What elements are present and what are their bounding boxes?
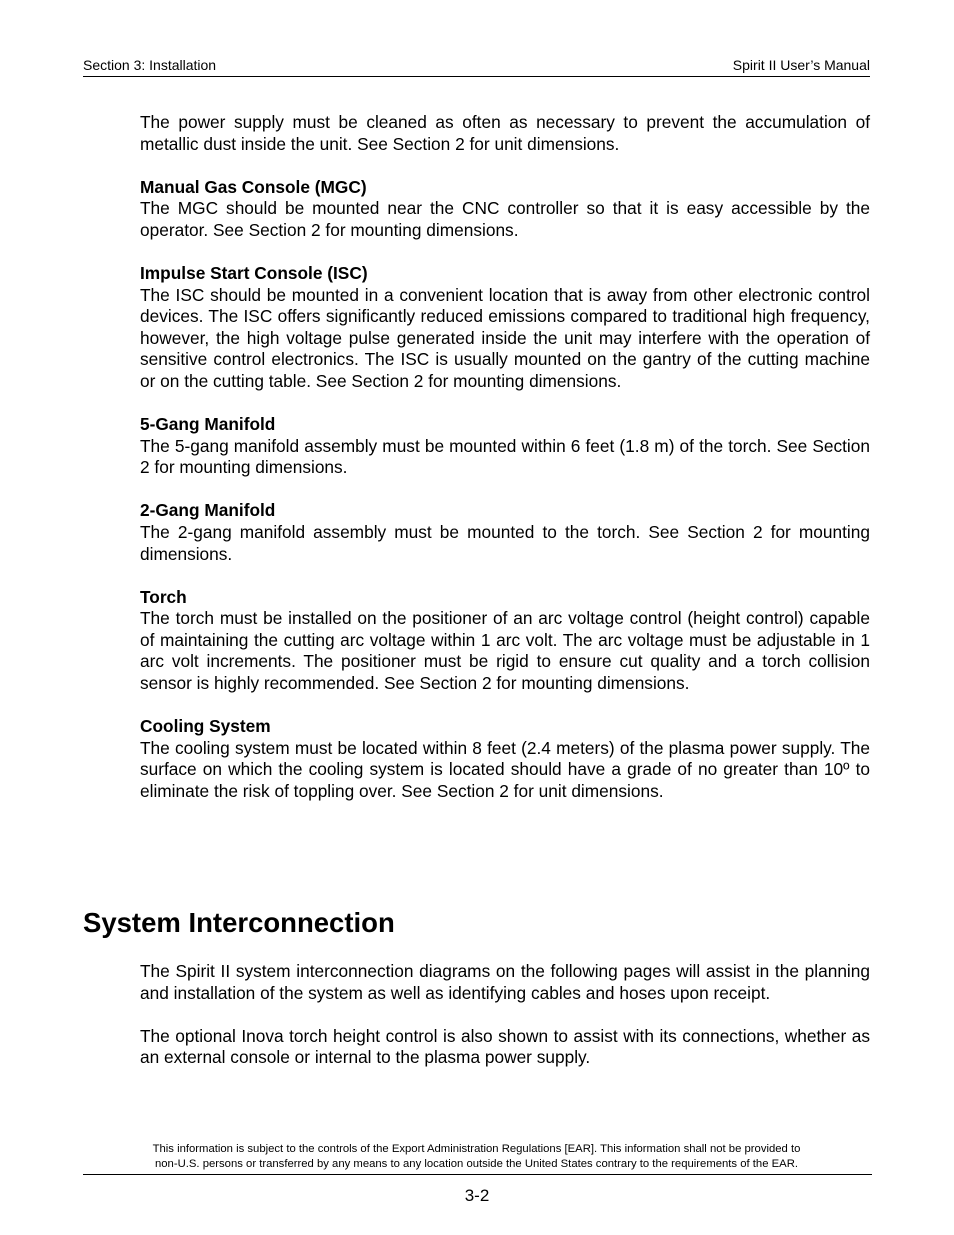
subsection-body: The 5-gang manifold assembly must be mounted within 6 feet (1.8 m) of the torch. See Section 2 for mounting dimensions. bbox=[140, 435, 870, 478]
subsection-body: The cooling system must be located within 8 feet (2.4 meters) of the plasma power supply. The surface on which the cooling system is located should have a grade of no greater than 10º to eliminate the risk of toppling over. See Section 2 for unit dimensions. bbox=[140, 737, 870, 801]
header-manual-title: Spirit II User’s Manual bbox=[732, 57, 870, 73]
subsection-5-gang-manifold bbox=[140, 414, 870, 479]
subsection-heading: 5-Gang Manifold bbox=[140, 414, 276, 435]
section-paragraph: The optional Inova torch height control is also shown to assist with its connections, whether as an external console or internal to the plasma power supply. bbox=[140, 1025, 870, 1068]
subsection-2-gang-manifold bbox=[140, 500, 870, 565]
subsection-cooling-system bbox=[140, 716, 870, 802]
export-notice-line: This information is subject to the controls of the Export Administration Regulations [EAR]. This information shall not be provided to bbox=[152, 1143, 801, 1155]
system-interconnection-content bbox=[140, 961, 870, 1090]
subsection-heading: 2-Gang Manifold bbox=[140, 500, 276, 521]
page-number: 3-2 bbox=[464, 1186, 490, 1205]
header-section-label: Section 3: Installation bbox=[83, 57, 217, 73]
subsection-heading: Cooling System bbox=[140, 716, 271, 737]
subsection-body: The ISC should be mounted in a convenient location that is away from other electronic control devices. The ISC offers significantly reduced emissions compared to traditional high frequency, however, the high voltage pulse generated inside the unit may interfere with the operation of sensitive control electronics. The ISC is usually mounted on the gantry of the cutting machine or on the cutting table. See Section 2 for mounting dimensions. bbox=[140, 284, 870, 391]
subsection-isc bbox=[140, 263, 870, 393]
subsection-heading: Manual Gas Console (MGC) bbox=[140, 176, 367, 197]
footer-divider bbox=[83, 1174, 872, 1175]
section-title: System Interconnection bbox=[83, 907, 395, 938]
subsection-heading: Impulse Start Console (ISC) bbox=[140, 262, 368, 283]
subsection-body: The torch must be installed on the positioner of an arc voltage control (height control) capable of maintaining the cutting arc voltage within 1 arc volt. The arc voltage must be adjustable in 1 arc volt increments. The positioner must be rigid to ensure cut quality and a torch collision sensor is highly recommended. See Section 2 for mounting dimensions. bbox=[140, 608, 870, 693]
intro-paragraph: The power supply must be cleaned as often as necessary to prevent the accumulation of metallic dust inside the unit. See Section 2 for unit dimensions. bbox=[140, 112, 870, 154]
export-notice-line: non-U.S. persons or transferred by any means to any location outside the United States contrary to the requirements of the EAR. bbox=[154, 1158, 798, 1170]
installation-content bbox=[140, 112, 870, 824]
subsection-mgc bbox=[140, 177, 870, 242]
subsection-heading: Torch bbox=[140, 586, 187, 607]
subsection-torch bbox=[140, 587, 870, 695]
page-header bbox=[83, 56, 870, 77]
section-paragraph: The Spirit II system interconnection diagrams on the following pages will assist in the planning and installation of the system as well as identifying cables and hoses upon receipt. bbox=[140, 961, 870, 1003]
subsection-body: The 2-gang manifold assembly must be mounted to the torch. See Section 2 for mounting dimensions. bbox=[140, 521, 870, 564]
export-control-notice bbox=[83, 1142, 870, 1172]
subsection-body: The MGC should be mounted near the CNC controller so that it is easy accessible by the operator. See Section 2 for mounting dimensions. bbox=[140, 198, 870, 240]
